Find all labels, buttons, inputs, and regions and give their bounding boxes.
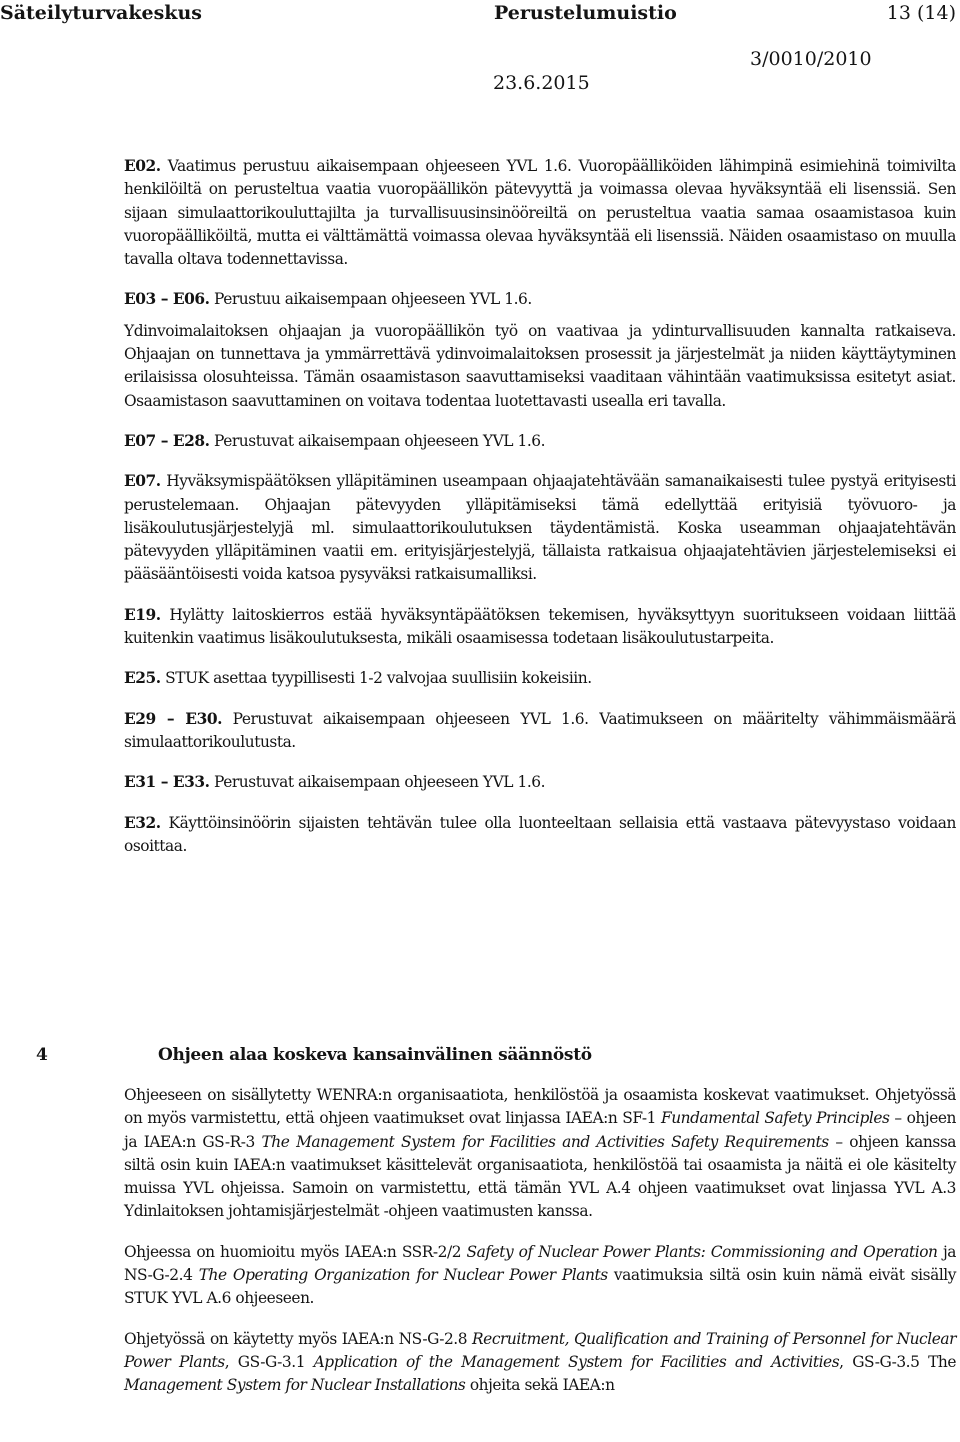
paragraph-text: STUK asettaa tyypillisesti 1-2 valvojaa suullisiin kokeisiin. bbox=[160, 669, 592, 688]
paragraph-text: Ohjeessa on huomioitu myös IAEA:n SSR-2/2 bbox=[124, 1242, 467, 1261]
paragraph-e19 bbox=[124, 604, 956, 651]
paragraph-text: Hylätty laitoskierros estää hyväksyntäpäätöksen tekemisen, hyväksyttyyn suoritukseen voidaan liittää kuitenkin vaatimus lisäkoulutuksesta, mikäli osaamisessa todetaan lisäkoulutustarpeita. bbox=[124, 605, 956, 648]
rationale-list bbox=[124, 155, 956, 875]
page-header bbox=[0, 2, 960, 102]
paragraph-text: Hyväksymispäätöksen ylläpitäminen useampaan ohjaajatehtävään samanaikaisesti tulee pystyä erityisesti perustelemaan. Ohjaajan pätevyyden ylläpitämiseksi tämä edellyttää erityisiä työvuoro- ja lisäkoulutusjärjestelyjä ml. simulaattorikoulutuksen täydentämistä. Koska useamman ohjaajatehtävän pätevyyden ylläpitäminen vaatii em. erityisjärjestelyjä, tällaista ratkaisua ohjaajatehtävien järjestelemiseksi ei pääsääntöisesti voida katsoa pysyväksi ratkaisumalliksi. bbox=[124, 472, 956, 584]
paragraph-text: Perustuu aikaisempaan ohjeeseen YVL 1.6. bbox=[209, 290, 532, 309]
document-title: Fundamental Safety Principles bbox=[660, 1109, 890, 1128]
paragraph-e25 bbox=[124, 667, 956, 690]
paragraph-text: , GS-G-3.5 The bbox=[839, 1352, 957, 1371]
document-title: Safety of Nuclear Power Plants: Commissioning and Operation bbox=[466, 1242, 938, 1261]
paragraph-text: – ohjeen kanssa siltä osin kuin IAEA:n vaatimukset käsittelevät organisaatiota, henkilöstöä tai osaamista ja näitä ei ole käsitelty muissa YVL ohjeissa. Samoin on varmistettu, että tämän YVL A.4 ohjeen vaatimukset ovat linjassa YVL A.3 Ydinlaitoksen johtamisjärjestelmät -ohjeen vaatimusten kanssa. bbox=[124, 1132, 956, 1221]
paragraph-text: Ohjeeseen on sisällytetty WENRA:n organisaatiota, henkilöstöä ja osaamista koskevat vaatimukset. Ohjetyössä on myös varmistettu, että ohjeen vaatimukset ovat linjassa IAEA:n SF-1 bbox=[124, 1086, 956, 1128]
paragraph-text: Ydinvoimalaitoksen ohjaajan ja vuoropäällikön työ on vaativaa ja ydinturvallisuuden kannalta ratkaiseva. Ohjaajan on tunnettava ja ymmärrettävä ydinvoimalaitoksen prosessit ja järjestelmät ja niiden käyttäytyminen erilaisissa olosuhteissa. Tämän osaamistason saavuttamiseksi vaaditaan vähintään vaatimuksissa esitetyt asiat. Osaamistason saavuttaminen on voitava todentaa luotettavasti usealla eri tavalla. bbox=[124, 321, 956, 410]
paragraph-text: , GS-G-3.1 bbox=[224, 1352, 314, 1371]
paragraph-text: Vaatimus perustuu aikaisempaan ohjeeseen YVL 1.6. Vuoropäälliköiden lähimpinä esimiehinä toimivilta henkilöiltä on perusteltua vaatia vuoropäällikön pätevyyttä ja voimassa olevaa hyväksyntää eli lisenssiä. Sen sijaan simulaattorikouluttajilta ja turvallisuusinsinööreiltä on perusteltua vaatia samaa osaamistasoa kuin vuoropäälliköiltä, mutta ei välttämättä voimassa olevaa hyväksyntää eli lisenssiä. Näiden osaamistaso on muulla tavalla oltava todennettavissa. bbox=[124, 157, 956, 269]
requirement-id: E32. bbox=[124, 813, 161, 832]
paragraph-e02 bbox=[124, 155, 956, 271]
section-body bbox=[124, 1084, 956, 1415]
paragraph-text: Ohjetyössä on käytetty myös IAEA:n NS-G-2.8 bbox=[124, 1329, 473, 1348]
paragraph-nsg bbox=[124, 1328, 956, 1398]
paragraph-e32 bbox=[124, 812, 956, 859]
paragraph-text: ja NS-G-2.4 bbox=[124, 1242, 957, 1285]
paragraph-text: Perustuvat aikaisempaan ohjeeseen YVL 1.6. bbox=[209, 431, 546, 450]
section-title: Ohjeen alaa koskeva kansainvälinen säännöstö bbox=[158, 1045, 592, 1065]
section-number: 4 bbox=[36, 1045, 48, 1065]
paragraph-ssr bbox=[124, 1241, 956, 1311]
paragraph-text: – ohjeen ja IAEA:n GS-R-3 bbox=[124, 1109, 956, 1151]
requirement-id: E31 – E33. bbox=[124, 773, 210, 792]
document-date: 23.6.2015 bbox=[493, 72, 590, 94]
paragraph-text: Perustuvat aikaisempaan ohjeeseen YVL 1.6. Vaatimukseen on määritelty vähimmäismäärä simulaattorikoulutusta. bbox=[124, 709, 956, 751]
paragraph-operator-work bbox=[124, 320, 956, 413]
paragraph-e07 bbox=[124, 470, 956, 586]
requirement-id: E07. bbox=[124, 472, 161, 491]
document-title: Recruitment, Qualification and Training of Personnel for Nuclear Power Plants bbox=[124, 1329, 956, 1371]
document-title: Management System for Nuclear Installations bbox=[124, 1376, 466, 1395]
page-number: 13 (14) bbox=[886, 2, 956, 24]
paragraph-e03-e06 bbox=[124, 288, 956, 311]
requirement-id: E29 – E30. bbox=[124, 709, 222, 728]
paragraph-wenra bbox=[124, 1084, 956, 1224]
document-reference: 3/0010/2010 bbox=[750, 48, 872, 70]
paragraph-e07-e28 bbox=[124, 430, 956, 453]
paragraph-text: ohjeita sekä IAEA:n bbox=[465, 1376, 615, 1395]
requirement-id: E19. bbox=[124, 605, 161, 624]
paragraph-text: Perustuvat aikaisempaan ohjeeseen YVL 1.6. bbox=[209, 773, 546, 792]
requirement-id: E07 – E28. bbox=[124, 431, 210, 450]
requirement-id: E25. bbox=[124, 669, 161, 688]
requirement-id: E02. bbox=[124, 157, 161, 175]
document-type: Perustelumuistio bbox=[494, 2, 677, 24]
document-title: The Management System for Facilities and Activities Safety Requirements bbox=[261, 1132, 829, 1151]
organization-name: Säteilyturvakeskus bbox=[0, 2, 202, 24]
paragraph-text: vaatimuksia siltä osin kuin nämä eivät sisälly STUK YVL A.6 ohjeeseen. bbox=[124, 1266, 957, 1308]
paragraph-text: Käyttöinsinöörin sijaisten tehtävän tulee olla luonteeltaan sellaisia että vastaava pätevyystaso voidaan osoittaa. bbox=[124, 813, 956, 855]
paragraph-e29-e30 bbox=[124, 708, 956, 755]
document-title: The Operating Organization for Nuclear Power Plants bbox=[198, 1266, 608, 1285]
requirement-id: E03 – E06. bbox=[124, 290, 210, 309]
paragraph-e31-e33 bbox=[124, 771, 956, 794]
document-title: Application of the Management System for Facilities and Activities bbox=[313, 1352, 840, 1371]
